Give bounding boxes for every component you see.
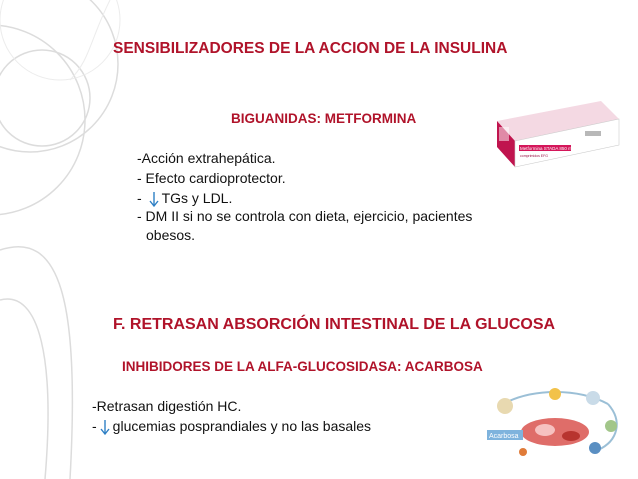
- down-arrow-icon: [149, 192, 159, 207]
- line-text: glucemias posprandiales y no las basales: [112, 418, 372, 434]
- section1-line-5: obesos.: [146, 227, 196, 243]
- section2-heading: F. RETRASAN ABSORCIÓN INTESTINAL DE LA GLUCOSA: [113, 316, 556, 333]
- box-brand-text: Metformina STADA 850 mg: [520, 146, 575, 151]
- metformin-box-image: [489, 93, 623, 171]
- section1-heading: BIGUANIDAS: METFORMINA: [231, 111, 417, 126]
- deco-circle-3: [0, 25, 85, 215]
- section2-subheading: INHIBIDORES DE LA ALFA-GLUCOSIDASA: ACARBOSA: [122, 359, 483, 374]
- section2-line-1: -Retrasan digestión HC.: [92, 398, 242, 414]
- section1-line-2: - Efecto cardioprotector.: [137, 170, 286, 186]
- line-text: TGs y LDL.: [161, 190, 233, 206]
- down-arrow-icon: [100, 420, 110, 435]
- deco-arc-2: [0, 299, 48, 479]
- slide-title: SENSIBILIZADORES DE LA ACCION DE LA INSULINA: [113, 40, 508, 57]
- line-prefix: -: [92, 418, 97, 434]
- box-subtitle-text: comprimidos EFG: [520, 154, 549, 158]
- section1-line-3: [137, 190, 232, 207]
- diagram-label: Acarbosa: [489, 433, 519, 440]
- section1-line-4: - DM II si no se controla con dieta, ejercicio, pacientes: [137, 208, 473, 224]
- deco-circle-4: [0, 0, 120, 80]
- deco-circle-2: [0, 0, 118, 152]
- deco-circle-1: [0, 50, 90, 146]
- section1-line-1: -Acción extrahepática.: [137, 150, 276, 166]
- deco-arc-3: [70, 0, 110, 80]
- line-prefix: -: [137, 190, 146, 206]
- section2-line-2: [92, 418, 371, 435]
- acarbose-mechanism-diagram: [483, 386, 629, 462]
- deco-arc-1: [0, 247, 72, 479]
